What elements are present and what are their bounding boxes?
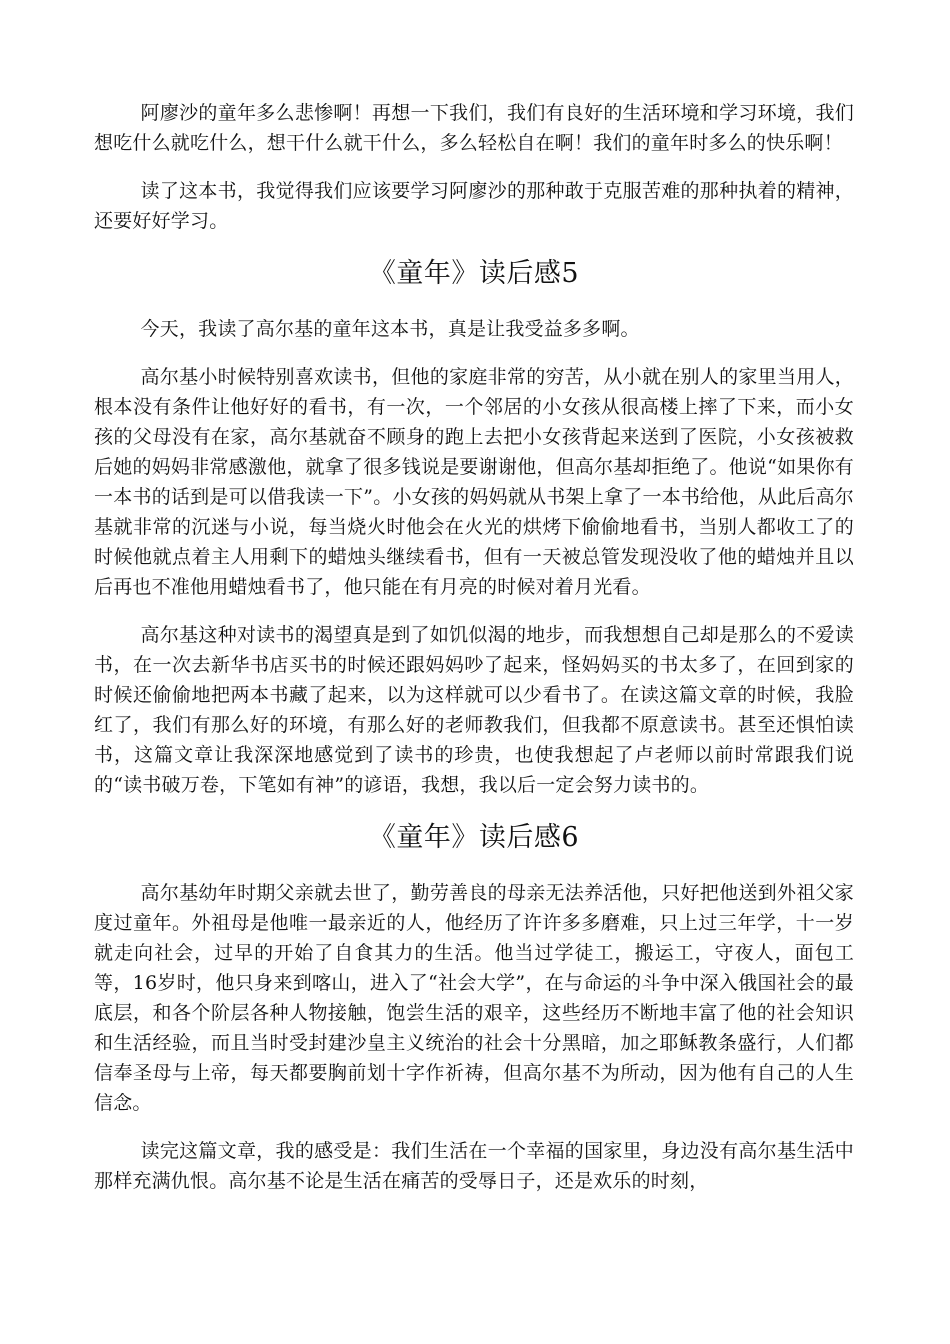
section-heading: 《童年》读后感6 bbox=[368, 822, 580, 853]
paragraph: 读了这本书，我觉得我们应该要学习阿廖沙的那种敢于克服苦难的那种执着的精神，还要好好学习。 bbox=[94, 180, 854, 232]
paragraph: 阿廖沙的童年多么悲惨啊！再想一下我们，我们有良好的生活环境和学习环境，我们想吃什么就吃什么，想干什么就干什么，多么轻松自在啊！我们的童年时多么的快乐啊！ bbox=[94, 102, 854, 154]
document-body bbox=[94, 98, 854, 1214]
paragraph: 今天，我读了高尔基的童年这本书，真是让我受益多多啊。 bbox=[140, 318, 640, 340]
paragraph: 高尔基小时候特别喜欢读书，但他的家庭非常的穷苦，从小就在别人的家里当用人，根本没有条件让他好好的看书，有一次，一个邻居的小女孩从很高楼上摔了下来，而小女孩的父母没有在家，高尔基就奋不顾身的跑上去把小女孩背起来送到了医院，小女孩被救后她的妈妈非常感激他，就拿了很多钱说是要谢谢他，但高尔基却拒绝了。他说“如果你有一本书的话到是可以借我读一下”。小女孩的妈妈就从书架上拿了一本书给他，从此后高尔基就非常的沉迷与小说，每当烧火时他会在火光的烘烤下偷偷地看书，当别人都收工了的时候他就点着主人用剩下的蜡烛头继续看书，但有一天被总管发现没收了他的蜡烛并且以后再也不准他用蜡烛看书了，他只能在有月亮的时候对着月光看。 bbox=[94, 366, 854, 598]
paragraph: 高尔基幼年时期父亲就去世了，勤劳善良的母亲无法养活他，只好把他送到外祖父家度过童年。外祖母是他唯一最亲近的人，他经历了许许多多磨难，只上过三年学，十一岁就走向社会，过早的开始了自食其力的生活。他当过学徒工，搬运工，守夜人，面包工等，16岁时，他只身来到喀山，进入了“社会大学”，在与命运的斗争中深入俄国社会的最底层，和各个阶层各种人物接触，饱尝生活的艰辛，这些经历不断地丰富了他的社会知识和生活经验，而且当时受封建沙皇主义统治的社会十分黑暗，加之耶稣教条盛行，人们都信奉圣母与上帝，每天都要胸前划十字作祈祷，但高尔基不为所动，因为他有自己的人生信念。 bbox=[94, 882, 854, 1114]
paragraph: 读完这篇文章，我的感受是：我们生活在一个幸福的国家里，身边没有高尔基生活中那样充满仇恨。高尔基不论是生活在痛苦的受辱日子，还是欢乐的时刻， bbox=[94, 1140, 854, 1192]
paragraph: 高尔基这种对读书的渴望真是到了如饥似渴的地步，而我想想自己却是那么的不爱读书，在一次去新华书店买书的时候还跟妈妈吵了起来，怪妈妈买的书太多了，在回到家的时候还偷偷地把两本书藏了起来，以为这样就可以少看书了。在读这篇文章的时候，我脸红了，我们有那么好的环境，有那么好的老师教我们，但我都不原意读书。甚至还惧怕读书，这篇文章让我深深地感觉到了读书的珍贵，也使我想起了卢老师以前时常跟我们说的“读书破万卷，下笔如有神”的谚语，我想，我以后一定会努力读书的。 bbox=[94, 624, 854, 796]
section-heading: 《童年》读后感5 bbox=[368, 258, 580, 289]
